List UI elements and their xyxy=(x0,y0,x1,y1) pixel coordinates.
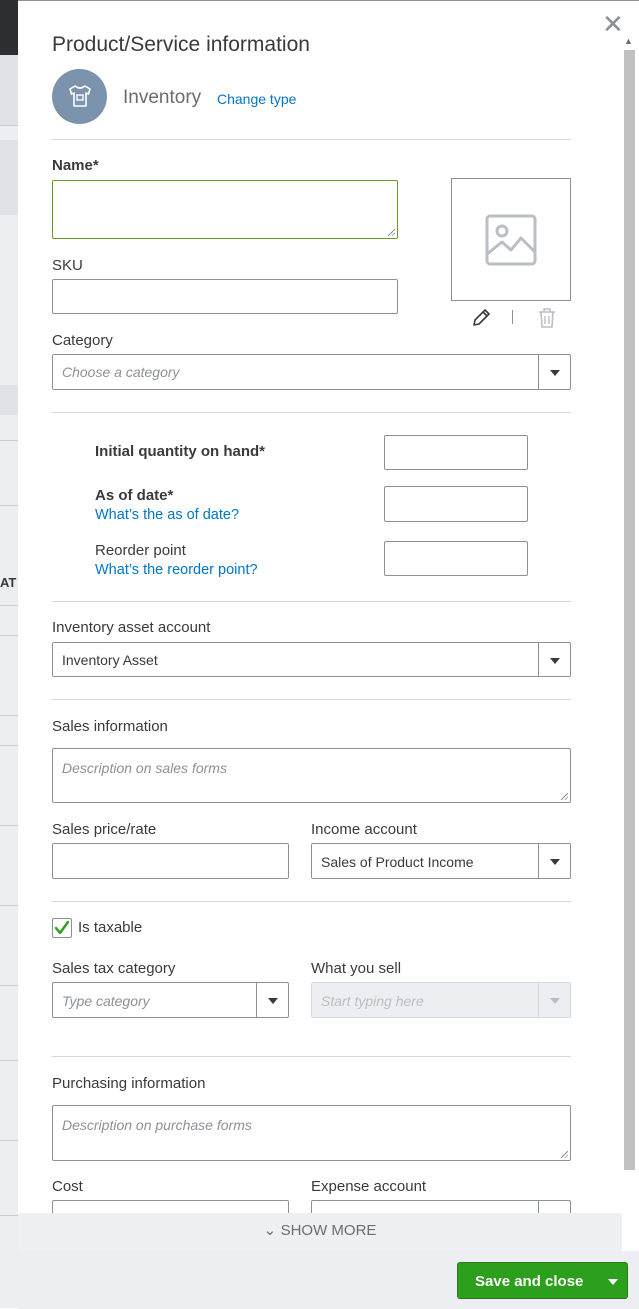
change-type-link[interactable]: Change type xyxy=(217,91,297,107)
dropdown-arrow-icon[interactable] xyxy=(538,1201,570,1213)
save-options-chevron-icon[interactable] xyxy=(597,1263,627,1298)
dropdown-arrow-icon[interactable] xyxy=(538,643,570,676)
sales-tax-category-label: Sales tax category xyxy=(52,960,176,977)
income-account-select[interactable] xyxy=(311,843,571,879)
resize-handle[interactable] xyxy=(388,229,395,236)
close-icon[interactable]: ✕ xyxy=(602,9,624,39)
as-of-date-input[interactable] xyxy=(384,486,528,522)
item-type-label: Inventory xyxy=(123,87,202,108)
resize-handle[interactable] xyxy=(561,1151,568,1158)
save-and-close-button[interactable] xyxy=(457,1262,628,1299)
income-account-value: Sales of Product Income xyxy=(321,854,474,870)
sales-price-input[interactable] xyxy=(52,843,289,879)
inventory-asset-value: Inventory Asset xyxy=(62,652,158,668)
background-divider xyxy=(0,635,18,636)
background-band xyxy=(0,140,18,215)
as-of-date-help-link[interactable]: What’s the as of date? xyxy=(95,507,240,523)
edit-image-pencil-icon[interactable] xyxy=(470,307,492,329)
save-and-close-label: Save and close xyxy=(475,1273,584,1290)
expense-account-label: Expense account xyxy=(311,1178,427,1195)
what-you-sell-placeholder: Start typing here xyxy=(321,993,424,1009)
background-divider xyxy=(0,440,18,441)
reorder-point-help-link[interactable]: What’s the reorder point? xyxy=(95,562,258,578)
background-divider xyxy=(0,605,18,606)
background-text: AT xyxy=(0,575,17,590)
sales-information-label: Sales information xyxy=(52,718,168,735)
background-divider xyxy=(0,1060,18,1061)
cost-label: Cost xyxy=(52,1178,83,1195)
background-divider xyxy=(0,715,18,716)
drawer-scroll-area[interactable] xyxy=(18,1,639,1213)
category-select[interactable] xyxy=(52,354,571,390)
background-divider xyxy=(0,985,18,986)
background-divider xyxy=(0,745,18,746)
scrollbar[interactable] xyxy=(622,36,636,1211)
category-label: Category xyxy=(52,332,113,349)
divider xyxy=(52,1056,571,1057)
income-account-label: Income account xyxy=(311,821,417,838)
scrollbar-thumb[interactable] xyxy=(624,50,635,1170)
icon-separator xyxy=(512,310,513,324)
sales-tax-category-select[interactable] xyxy=(52,982,289,1018)
divider xyxy=(52,601,571,602)
resize-handle[interactable] xyxy=(561,793,568,800)
background-divider xyxy=(0,505,18,506)
image-upload-box[interactable] xyxy=(451,178,571,301)
background-divider xyxy=(0,905,18,906)
dropdown-arrow-icon[interactable] xyxy=(538,844,570,878)
scroll-up-arrow-icon[interactable]: ▲ xyxy=(624,36,633,46)
divider xyxy=(52,699,571,700)
sales-description-input[interactable] xyxy=(52,748,571,803)
what-you-sell-label: What you sell xyxy=(311,960,402,977)
dropdown-arrow-icon[interactable] xyxy=(256,983,288,1017)
divider xyxy=(52,412,571,413)
sales-description-placeholder: Description on sales forms xyxy=(62,760,227,776)
initial-quantity-input[interactable] xyxy=(384,435,528,470)
sku-input[interactable] xyxy=(52,279,398,314)
cost-input[interactable] xyxy=(52,1200,289,1213)
drawer-footer xyxy=(18,1251,639,1309)
background-band xyxy=(0,385,18,415)
sales-price-label: Sales price/rate xyxy=(52,821,157,838)
inventory-asset-select[interactable] xyxy=(52,642,571,677)
divider xyxy=(52,139,571,140)
background-app xyxy=(0,0,18,1308)
what-you-sell-select xyxy=(311,982,571,1018)
reorder-point-input[interactable] xyxy=(384,541,528,576)
chevron-down-icon: ⌄ xyxy=(263,1222,277,1239)
drawer-title: Product/Service information xyxy=(52,33,310,56)
inventory-asset-label: Inventory asset account xyxy=(52,619,211,636)
inventory-type-avatar xyxy=(52,69,107,124)
background-band xyxy=(0,55,18,125)
product-service-drawer xyxy=(18,0,639,1308)
category-placeholder: Choose a category xyxy=(62,364,180,380)
tshirt-icon xyxy=(66,82,94,110)
delete-image-trash-icon[interactable] xyxy=(537,307,557,329)
name-input[interactable] xyxy=(52,180,398,239)
purchase-description-input[interactable] xyxy=(52,1105,571,1161)
checkmark-icon xyxy=(54,920,70,936)
background-divider xyxy=(0,1215,18,1216)
background-divider xyxy=(0,1140,18,1141)
background-header xyxy=(0,0,18,55)
divider xyxy=(52,901,571,902)
initial-quantity-label: Initial quantity on hand* xyxy=(95,443,265,460)
is-taxable-checkbox[interactable] xyxy=(52,918,72,938)
show-more-label: SHOW MORE xyxy=(280,1222,377,1239)
background-divider xyxy=(0,125,18,126)
name-label: Name* xyxy=(52,157,99,174)
image-placeholder-icon xyxy=(485,214,537,266)
sales-tax-category-placeholder: Type category xyxy=(62,993,150,1009)
dropdown-arrow-icon[interactable] xyxy=(538,355,570,389)
reorder-point-label: Reorder point xyxy=(95,542,186,559)
show-more-button[interactable] xyxy=(18,1213,622,1251)
background-divider xyxy=(0,825,18,826)
expense-account-select[interactable] xyxy=(311,1200,571,1213)
purchase-description-placeholder: Description on purchase forms xyxy=(62,1117,252,1133)
purchasing-information-label: Purchasing information xyxy=(52,1075,206,1092)
as-of-date-label: As of date* xyxy=(95,487,174,504)
is-taxable-label[interactable]: Is taxable xyxy=(78,919,143,936)
dropdown-arrow-icon xyxy=(538,983,570,1017)
sku-label: SKU xyxy=(52,257,83,274)
